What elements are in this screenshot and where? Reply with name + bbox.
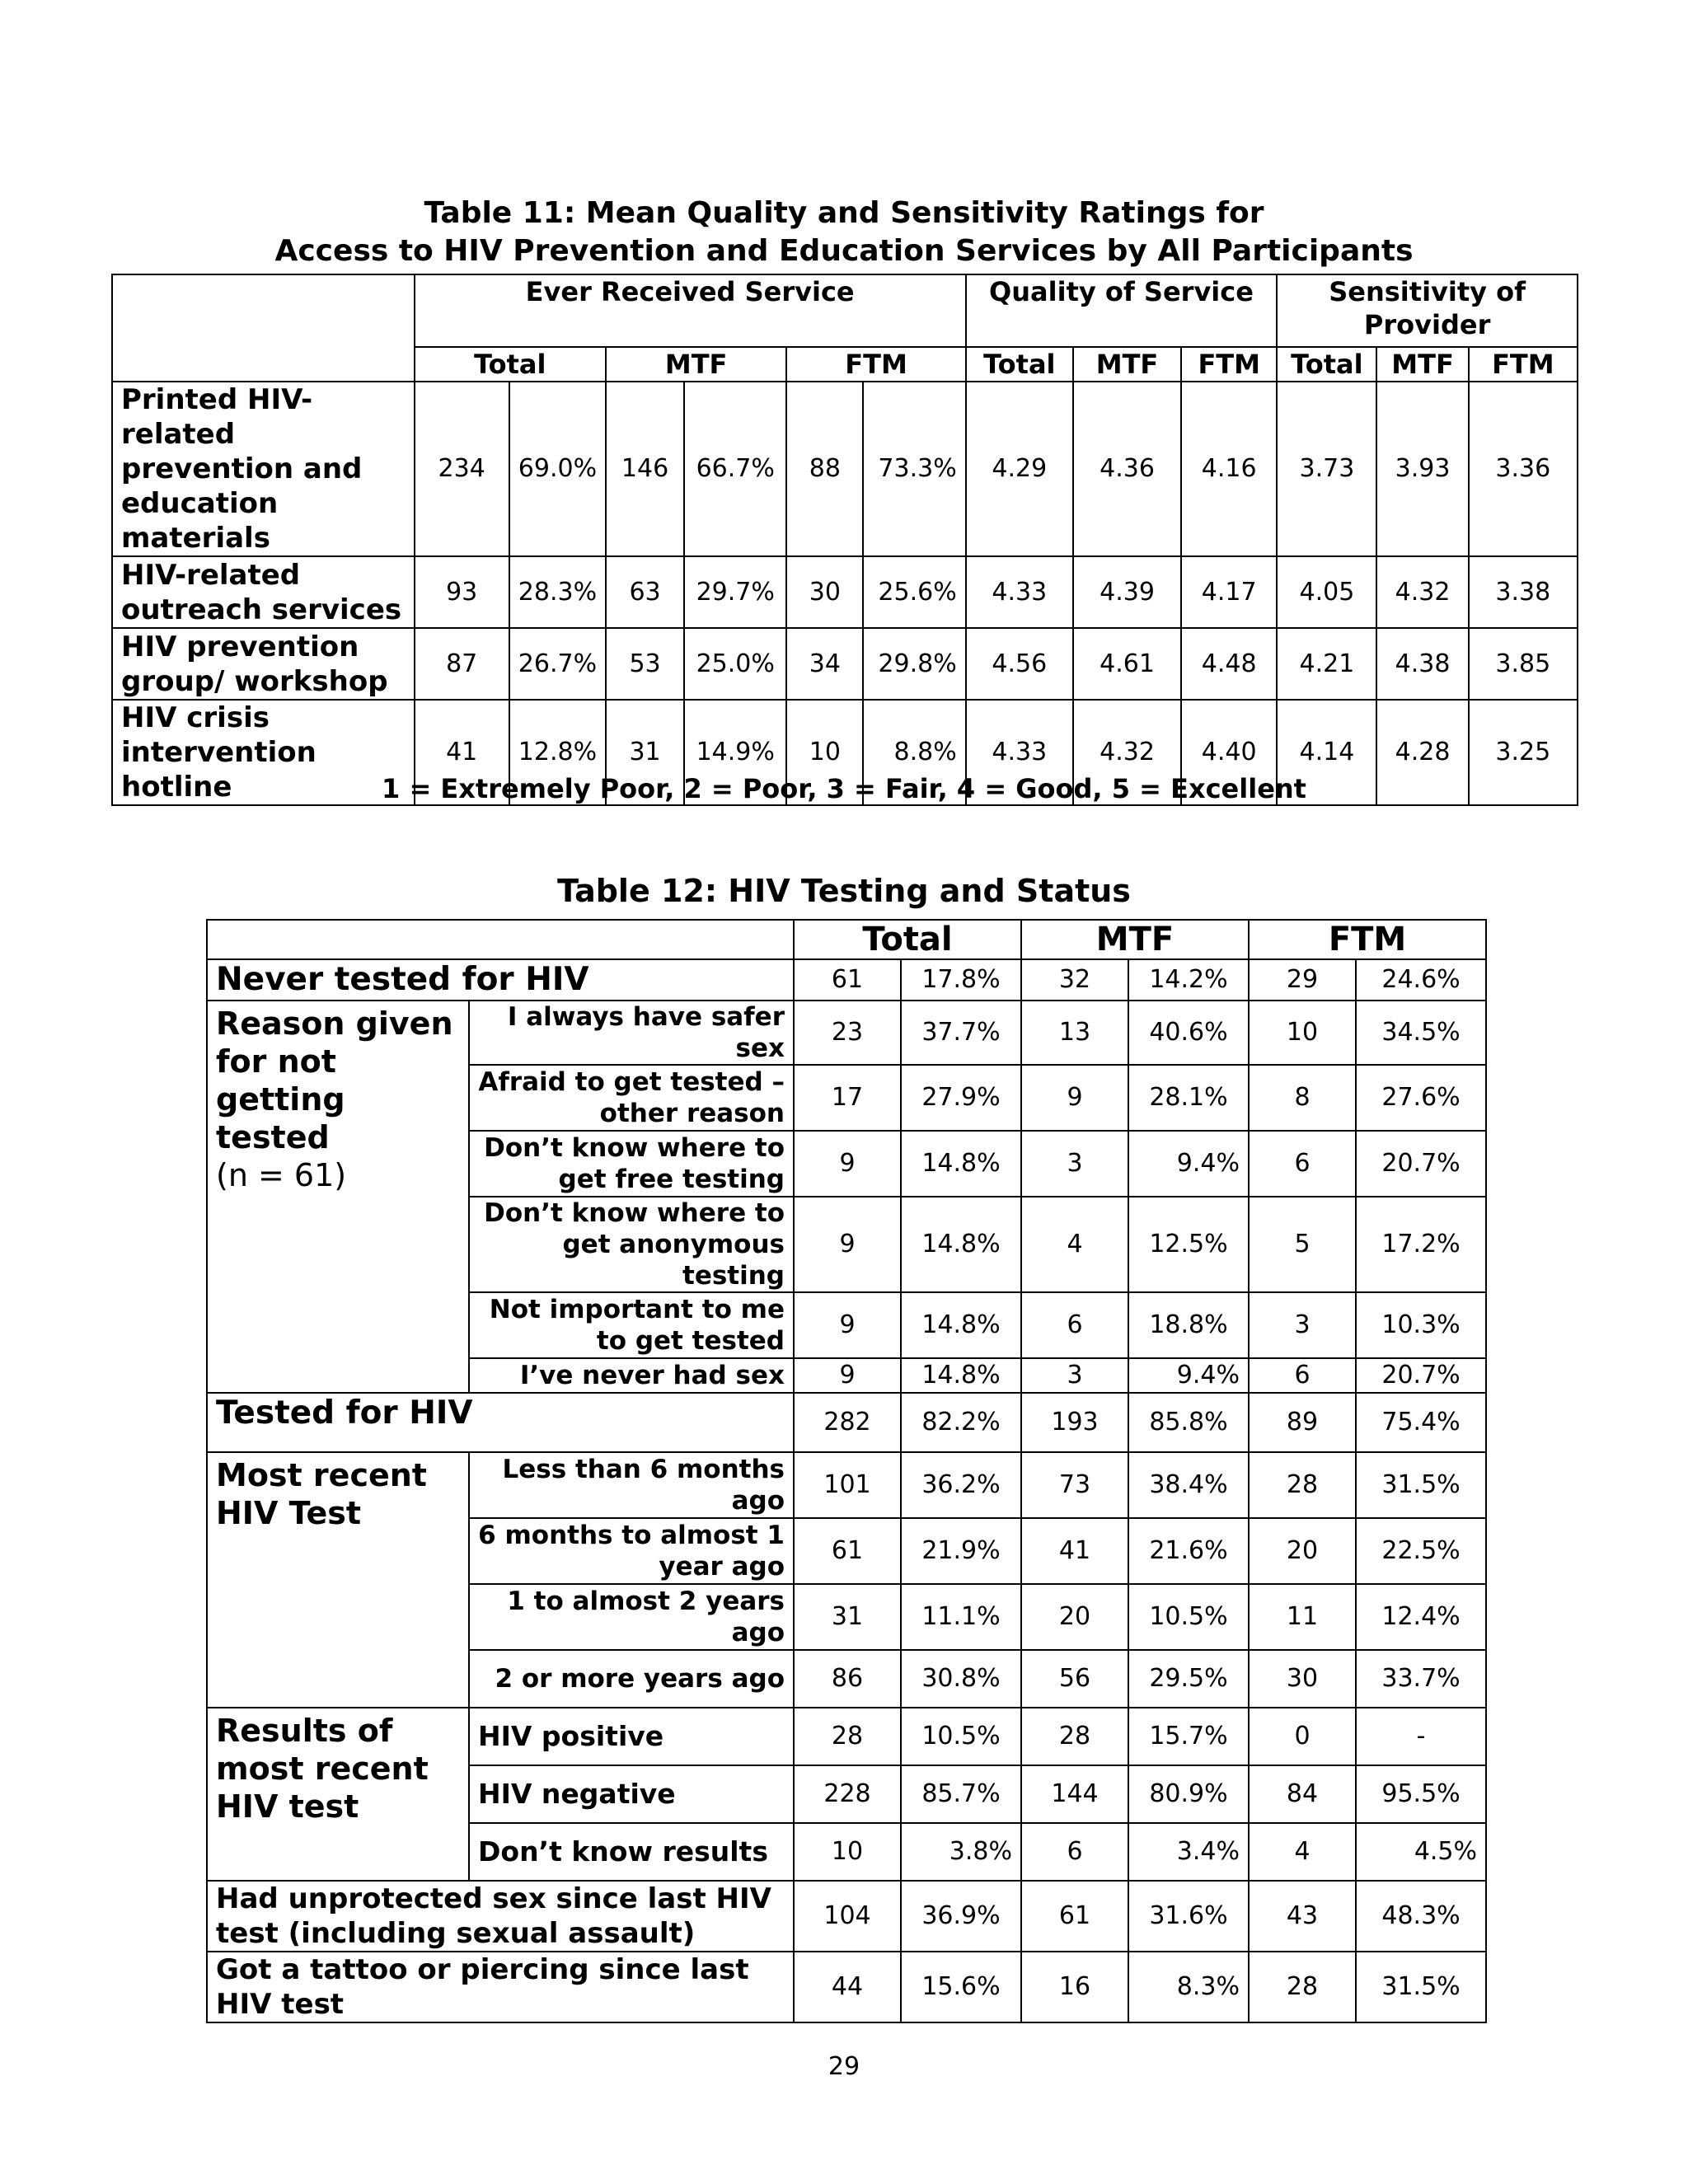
- cell: 13: [1021, 1001, 1128, 1065]
- cell: 31: [606, 700, 684, 805]
- cell: -: [1356, 1708, 1486, 1765]
- cell: 24.6%: [1356, 959, 1486, 1001]
- cell: 28: [1249, 1452, 1356, 1518]
- cell: 84: [1249, 1765, 1356, 1823]
- cell: 87: [415, 628, 509, 700]
- table11-subheader: MTF: [606, 347, 786, 382]
- cell: 61: [794, 1518, 901, 1584]
- cell: 38.4%: [1128, 1452, 1249, 1518]
- cell: 63: [606, 556, 684, 628]
- cell: 146: [606, 382, 684, 556]
- page-number: 29: [828, 2052, 860, 2081]
- cell: 20.7%: [1356, 1131, 1486, 1197]
- table12-header: FTM: [1249, 920, 1486, 959]
- cell: 5: [1249, 1197, 1356, 1292]
- cell: 36.2%: [901, 1452, 1021, 1518]
- cell: 34.5%: [1356, 1001, 1486, 1065]
- row-label: Not important to me to get tested: [469, 1292, 794, 1358]
- cell: 234: [415, 382, 509, 556]
- cell: 20: [1021, 1584, 1128, 1650]
- cell: 6: [1021, 1823, 1128, 1881]
- cell: 4.32: [1073, 700, 1181, 805]
- cell: 93: [415, 556, 509, 628]
- cell: 3.36: [1469, 382, 1578, 556]
- table11-group-header: Sensitivity of Provider: [1277, 274, 1578, 347]
- cell: 4.39: [1073, 556, 1181, 628]
- table11-group-header: Quality of Service: [966, 274, 1278, 347]
- cell: 10.3%: [1356, 1292, 1486, 1358]
- cell: 34: [786, 628, 863, 700]
- cell: 12.5%: [1128, 1197, 1249, 1292]
- cell: 282: [794, 1393, 901, 1452]
- cell: 10.5%: [1128, 1584, 1249, 1650]
- table11-subheader: MTF: [1376, 347, 1468, 382]
- cell: 3.38: [1469, 556, 1578, 628]
- cell: 10.5%: [901, 1708, 1021, 1765]
- cell: 3: [1249, 1292, 1356, 1358]
- reason-group-n: (n = 61): [216, 1157, 347, 1193]
- cell: 23: [794, 1001, 901, 1065]
- cell: 88: [786, 382, 863, 556]
- cell: 28: [794, 1708, 901, 1765]
- cell: 4.61: [1073, 628, 1181, 700]
- cell: 66.7%: [684, 382, 786, 556]
- cell: 9: [794, 1131, 901, 1197]
- cell: 27.9%: [901, 1065, 1021, 1131]
- cell: 4.05: [1277, 556, 1376, 628]
- row-label: 1 to almost 2 years ago: [469, 1584, 794, 1650]
- table-row: [112, 382, 1578, 556]
- cell: 9: [794, 1358, 901, 1393]
- cell: 3: [1021, 1358, 1128, 1393]
- cell: 31.5%: [1356, 1952, 1486, 2022]
- cell: 21.6%: [1128, 1518, 1249, 1584]
- cell: 3.4%: [1128, 1823, 1249, 1881]
- cell: 28.3%: [509, 556, 606, 628]
- cell: 61: [794, 959, 901, 1001]
- cell: 10: [1249, 1001, 1356, 1065]
- cell: 22.5%: [1356, 1518, 1486, 1584]
- cell: 4.17: [1181, 556, 1277, 628]
- table11-subheader: Total: [415, 347, 606, 382]
- cell: 6: [1249, 1358, 1356, 1393]
- cell: 31.6%: [1128, 1881, 1249, 1952]
- row-label: Don’t know where to get free testing: [469, 1131, 794, 1197]
- row-label: I’ve never had sex: [469, 1358, 794, 1393]
- table11-title-line2: Access to HIV Prevention and Education Services by All Participants: [274, 234, 1414, 268]
- cell: 43: [1249, 1881, 1356, 1952]
- cell: 4.16: [1181, 382, 1277, 556]
- cell: 14.8%: [901, 1358, 1021, 1393]
- table12-title: Table 12: HIV Testing and Status: [557, 873, 1131, 909]
- row-label: I always have safer sex: [469, 1001, 794, 1065]
- table12: [206, 919, 1487, 2023]
- results-group-label: Results of most recent HIV test: [207, 1708, 469, 1881]
- cell: 4.40: [1181, 700, 1277, 805]
- cell: 3.25: [1469, 700, 1578, 805]
- cell: 9.4%: [1128, 1358, 1249, 1393]
- cell: 33.7%: [1356, 1650, 1486, 1708]
- cell: 193: [1021, 1393, 1128, 1452]
- row-label: Printed HIV-related prevention and education materials: [112, 382, 415, 556]
- cell: 4.14: [1277, 700, 1376, 805]
- cell: 14.8%: [901, 1292, 1021, 1358]
- table12-header: MTF: [1021, 920, 1249, 959]
- cell: 4.5%: [1356, 1823, 1486, 1881]
- cell: 18.8%: [1128, 1292, 1249, 1358]
- row-label: HIV prevention group/ workshop: [112, 628, 415, 700]
- cell: 9.4%: [1128, 1131, 1249, 1197]
- table11-scale-note: 1 = Extremely Poor, 2 = Poor, 3 = Fair, 4 = Good, 5 = Excellent: [382, 773, 1306, 804]
- cell: 4.48: [1181, 628, 1277, 700]
- cell: 26.7%: [509, 628, 606, 700]
- table11-subheader: FTM: [1469, 347, 1578, 382]
- cell: 20.7%: [1356, 1358, 1486, 1393]
- cell: 30.8%: [901, 1650, 1021, 1708]
- cell: 25.6%: [863, 556, 965, 628]
- cell: 29.5%: [1128, 1650, 1249, 1708]
- cell: 10: [794, 1823, 901, 1881]
- reason-group-title: Reason given for not getting tested: [216, 1005, 453, 1155]
- table12-header: Total: [794, 920, 1021, 959]
- cell: 101: [794, 1452, 901, 1518]
- cell: 11.1%: [901, 1584, 1021, 1650]
- cell: 32: [1021, 959, 1128, 1001]
- cell: 41: [1021, 1518, 1128, 1584]
- reason-group-label: [207, 1001, 469, 1393]
- cell: 41: [415, 700, 509, 805]
- table11-subheader: MTF: [1073, 347, 1181, 382]
- row-label: 6 months to almost 1 year ago: [469, 1518, 794, 1584]
- cell: 3.93: [1376, 382, 1468, 556]
- cell: 4: [1021, 1197, 1128, 1292]
- cell: 12.4%: [1356, 1584, 1486, 1650]
- cell: 17.2%: [1356, 1197, 1486, 1292]
- cell: 3.85: [1469, 628, 1578, 700]
- table11-group-header: Ever Received Service: [415, 274, 966, 347]
- cell: 9: [1021, 1065, 1128, 1131]
- cell: 104: [794, 1881, 901, 1952]
- cell: 28: [1021, 1708, 1128, 1765]
- cell: 6: [1021, 1292, 1128, 1358]
- row-label: HIV-related outreach services: [112, 556, 415, 628]
- cell: 40.6%: [1128, 1001, 1249, 1065]
- cell: 8.8%: [863, 700, 965, 805]
- row-label: Don’t know where to get anonymous testing: [469, 1197, 794, 1292]
- cell: 73.3%: [863, 382, 965, 556]
- cell: 4.29: [966, 382, 1073, 556]
- cell: 14.9%: [684, 700, 786, 805]
- cell: 4.56: [966, 628, 1073, 700]
- cell: 89: [1249, 1393, 1356, 1452]
- cell: 8.3%: [1128, 1952, 1249, 2022]
- table-row: [207, 1952, 1486, 2022]
- cell: 4.33: [966, 556, 1073, 628]
- cell: 14.2%: [1128, 959, 1249, 1001]
- cell: 85.8%: [1128, 1393, 1249, 1452]
- cell: 4.32: [1376, 556, 1468, 628]
- cell: 17: [794, 1065, 901, 1131]
- cell: 53: [606, 628, 684, 700]
- recent-group-label: Most recent HIV Test: [207, 1452, 469, 1708]
- cell: 14.8%: [901, 1197, 1021, 1292]
- cell: 30: [786, 556, 863, 628]
- cell: 9: [794, 1197, 901, 1292]
- row-label: HIV crisis intervention hotline: [112, 700, 415, 805]
- table-row: [207, 1708, 1486, 1765]
- table11-title-line1: Table 11: Mean Quality and Sensitivity Ratings for: [424, 196, 1264, 230]
- cell: 27.6%: [1356, 1065, 1486, 1131]
- cell: 28: [1249, 1952, 1356, 2022]
- cell: 4.28: [1376, 700, 1468, 805]
- cell: 48.3%: [1356, 1881, 1486, 1952]
- row-label: 2 or more years ago: [469, 1650, 794, 1708]
- row-label: Afraid to get tested – other reason: [469, 1065, 794, 1131]
- table11-subheader: FTM: [786, 347, 965, 382]
- table-row: [207, 959, 1486, 1001]
- table12-corner: [207, 920, 794, 959]
- cell: 69.0%: [509, 382, 606, 556]
- cell: 4.21: [1277, 628, 1376, 700]
- cell: 29: [1249, 959, 1356, 1001]
- cell: 8: [1249, 1065, 1356, 1131]
- cell: 75.4%: [1356, 1393, 1486, 1452]
- row-label: Less than 6 months ago: [469, 1452, 794, 1518]
- cell: 80.9%: [1128, 1765, 1249, 1823]
- cell: 61: [1021, 1881, 1128, 1952]
- table11: [111, 274, 1578, 806]
- row-label: HIV negative: [469, 1765, 794, 1823]
- cell: 85.7%: [901, 1765, 1021, 1823]
- cell: 0: [1249, 1708, 1356, 1765]
- cell: 15.6%: [901, 1952, 1021, 2022]
- table-row: [112, 628, 1578, 700]
- cell: 228: [794, 1765, 901, 1823]
- cell: 4.38: [1376, 628, 1468, 700]
- cell: 56: [1021, 1650, 1128, 1708]
- cell: 29.7%: [684, 556, 786, 628]
- cell: 30: [1249, 1650, 1356, 1708]
- table11-corner: [112, 274, 415, 382]
- cell: 3: [1021, 1131, 1128, 1197]
- cell: 15.7%: [1128, 1708, 1249, 1765]
- cell: 31: [794, 1584, 901, 1650]
- cell: 20: [1249, 1518, 1356, 1584]
- table-row: [112, 556, 1578, 628]
- table-row: [207, 1001, 1486, 1065]
- cell: 21.9%: [901, 1518, 1021, 1584]
- cell: 4.36: [1073, 382, 1181, 556]
- cell: 3.8%: [901, 1823, 1021, 1881]
- table-row: [207, 1393, 1486, 1452]
- cell: 17.8%: [901, 959, 1021, 1001]
- row-label: Had unprotected sex since last HIV test (including sexual assault): [207, 1881, 794, 1952]
- cell: 3.73: [1277, 382, 1376, 556]
- row-label: Don’t know results: [469, 1823, 794, 1881]
- table-row: [207, 1452, 1486, 1518]
- cell: 16: [1021, 1952, 1128, 2022]
- table11-subheader: Total: [1277, 347, 1376, 382]
- cell: 37.7%: [901, 1001, 1021, 1065]
- cell: 4: [1249, 1823, 1356, 1881]
- cell: 31.5%: [1356, 1452, 1486, 1518]
- cell: 73: [1021, 1452, 1128, 1518]
- row-label: Tested for HIV: [207, 1393, 794, 1452]
- cell: 86: [794, 1650, 901, 1708]
- cell: 4.33: [966, 700, 1073, 805]
- cell: 82.2%: [901, 1393, 1021, 1452]
- cell: 6: [1249, 1131, 1356, 1197]
- cell: 12.8%: [509, 700, 606, 805]
- cell: 95.5%: [1356, 1765, 1486, 1823]
- cell: 28.1%: [1128, 1065, 1249, 1131]
- row-label: Got a tattoo or piercing since last HIV test: [207, 1952, 794, 2022]
- cell: 14.8%: [901, 1131, 1021, 1197]
- cell: 144: [1021, 1765, 1128, 1823]
- cell: 25.0%: [684, 628, 786, 700]
- cell: 11: [1249, 1584, 1356, 1650]
- cell: 9: [794, 1292, 901, 1358]
- table11-subheader: Total: [966, 347, 1073, 382]
- cell: 10: [786, 700, 863, 805]
- cell: 29.8%: [863, 628, 965, 700]
- table11-subheader: FTM: [1181, 347, 1277, 382]
- row-label: Never tested for HIV: [207, 959, 794, 1001]
- row-label: HIV positive: [469, 1708, 794, 1765]
- cell: 44: [794, 1952, 901, 2022]
- cell: 36.9%: [901, 1881, 1021, 1952]
- table-row: [207, 1881, 1486, 1952]
